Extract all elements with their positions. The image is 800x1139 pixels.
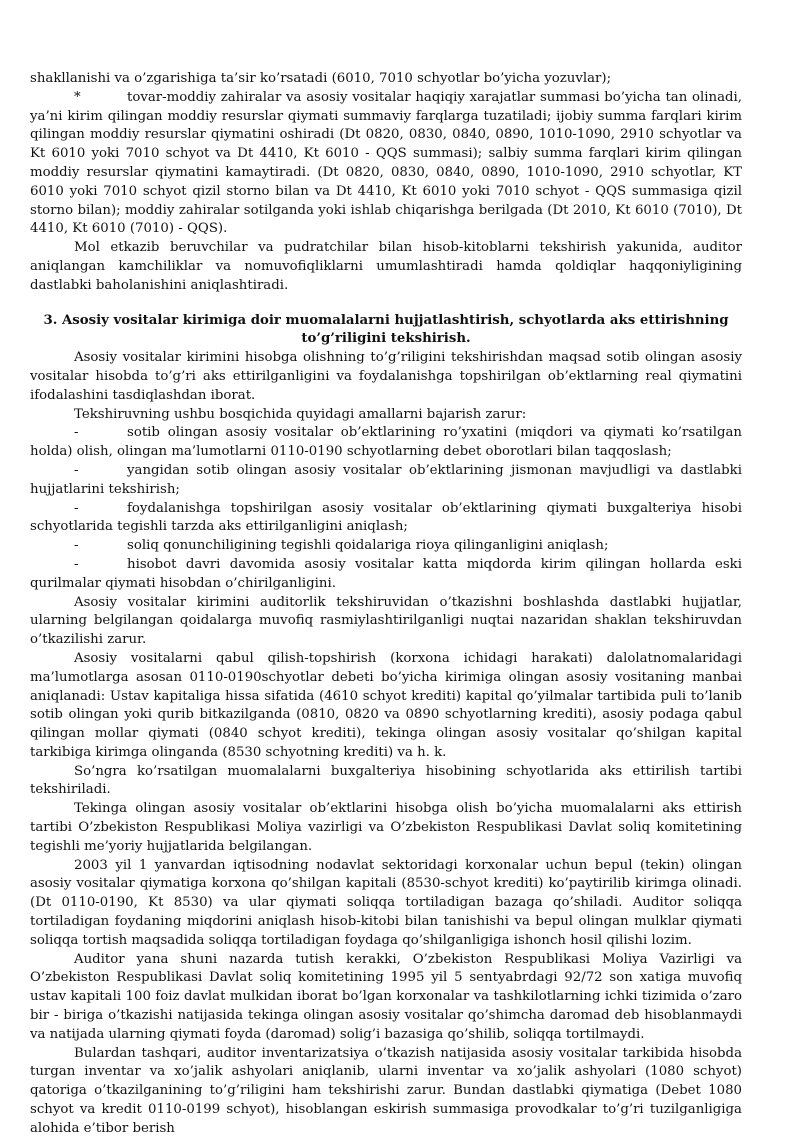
paragraph: Asosiy vositalarni qabul qilish-topshirish (korxona ichidagi harakati) dalolatnomalaridagi ma’lumotlarga asosan 0110-0190schyotlar debeti bo’yicha kirimiga olingan asosiy vositaning manbai aniqlanadi: Ustav kapitaliga hissa sifatida (4610 schyot krediti) kapital qo’yilmalar tartibida puli to’lanib sotib olingan yoki qurib bitkazilganda (0810, 0820 va 0890 schyotlarning krediti), asosiy podaga qabul qilingan mollar qiymati (0840 schyot krediti), tekinga olingan asosiy vositalar qo’shilgan kapital tarkibiga kirimga olinganda (8530 schyotning krediti) va h. k. [30,650,742,760]
section-heading [30,312,742,350]
bullet-text: soliq qonunchiligining tegishli qoidalariga rioya qilinganligini aniqlash; [127,538,609,554]
bullet-item [30,424,742,462]
bullet-mark: - [74,538,79,554]
section-heading-line: to’g’riligini tekshirish. [301,331,471,347]
bullet-text: yangidan sotib olingan asosiy vositalar ob’ektlarining jismonan mavjudligi va dastlabki hujjatlarini tekshirish; [30,462,742,497]
bullet-item [30,462,742,500]
bullet-mark: - [74,425,79,441]
bullet-mark: - [74,462,79,478]
paragraph: Tekinga olingan asosiy vositalar ob’ektlarini hisobga olish bo’yicha muomalalarni aks ettirish tartibi O’zbekiston Respublikasi Moliya vazirligi va O’zbekiston Respublikasi Davlat soliq komitetining tegishli me’yoriy hujjatlarida belgilangan. [30,801,742,854]
bullet-item [30,556,742,594]
section-heading-line: 3. Asosiy vositalar kirimiga doir muomalalarni hujjatlashtirish, schyotlarda aks ettirishning [43,312,729,328]
paragraph: Tekshiruvning ushbu bosqichida quyidagi amallarni bajarish zarur: [74,406,527,422]
bullet-item [30,89,742,239]
bullet-text: sotib olingan asosiy vositalar ob’ektlarining ro’yxatini (miqdori va qiymati ko’rsatilgan holda) olish, olingan ma’lumotlarni 0110-0190 schyotlarning debet oborotlari bilan taqqoslash; [30,425,742,460]
bullet-text: tovar-moddiy zahiralar va asosiy vositalar haqiqiy xarajatlar summasi bo’yicha tan olinadi, ya’ni kirim qilingan moddiy resurslar qiymati summaviy farqlarga tuzatiladi; ijobiy summa farqlari kirim qilingan moddiy resurslar qiymatini oshiradi (Dt 0820, 0830, 0840, 0890, 1010-1090, 2910 schyotlar va Kt 6010 yoki 7010 schyot va Dt 4410, Kt 6010 - QQS summasi); salbiy summa farqlari kirim qilingan moddiy resurslar qiymatini kamaytiradi. (Dt 0820, 0830, 0840, 0890, 1010-1090, 2910 schyotlar, KT 6010 yoki 7010 schyot qizil storno bilan va Dt 4410, Kt 6010 yoki 7010 schyot - QQS summasiga qizil storno bilan); moddiy zahiralar sotilganda yoki ishlab chiqarishga berilgada (Dt 2010, Kt 6010 (7010), Dt 4410, Kt 6010 (7010) - QQS). [30,89,742,237]
bullet-mark: - [74,500,79,516]
paragraph: So’ngra ko’rsatilgan muomalalarni buxgalteriya hisobining schyotlarida aks ettirilish tartibi tekshiriladi. [30,763,742,798]
paragraph: Bulardan tashqari, auditor inventarizatsiya o’tkazish natijasida asosiy vositalar tarkibida hisobda turgan inventar va xo’jalik ashyolari aniqlanib, ularni inventar va xo’jalik ashyolari (1080 schyot) qatoriga o’tkazilganining to’g’riligini ham tekshirishi zarur. Bundan dastlabki qiymatiga (Debet 1080 schyot va kredit 0110-0199 schyot), hisoblangan eskirish summasiga provodkalar to’g’ri tuzilganligiga alohida e’tibor berish [30,1045,742,1136]
paragraph: Asosiy vositalar kirimini auditorlik tekshiruvidan o’tkazishni boshlashda dastlabki hujjatlar, ularning belgilangan qoidalarga muvofiq rasmiylashtirilganligi nuqtai nazaridan shaklan tekshiruvdan o’tkazilishi zarur. [30,594,742,648]
bullet-mark: - [74,556,79,572]
paragraph: Asosiy vositalar kirimini hisobga olishning to’g’riligini tekshirishdan maqsad sotib olingan asosiy vositalar hisobda to’g’ri aks ettirilganligini va foydalanishga topshirilgan ob’ektlarning real qiymatini ifodalashini tasdiqlashdan iborat. [30,350,742,403]
bullet-item [30,537,742,556]
bullet-item [30,500,742,538]
paragraph: Mol etkazib beruvchilar va pudratchilar bilan hisob-kitoblarni tekshirish yakunida, auditor aniqlangan kamchiliklar va nomuvofiqliklarni umumlashtiradi hamda qoldiqlar haqqoniyligining dastlabki baholanishini aniqlashtiradi. [30,240,742,293]
paragraph: Auditor yana shuni nazarda tutish kerakki, O’zbekiston Respublikasi Moliya Vazirligi va O’zbekiston Respublikasi Davlat soliq komitetining 1995 yil 5 sentyabrdagi 92/72 son xatiga muvofiq ustav kapitali 100 foiz davlat mulkidan iborat bo’lgan korxonalar va tashkilotlarning ichki tizimida o’zaro bir - biriga o’tkazishi natijasida tekinga olingan asosiy vositalar qo’shimcha daromad deb hisoblanmaydi va natijada ularning qiymati foyda (daromad) solig’i bazasiga qo’shilib, soliqqa tortilmaydi. [30,951,742,1042]
bullet-text: hisobot davri davomida asosiy vositalar katta miqdorda kirim qilingan hollarda eski qurilmalar qiymati hisobdan o’chirilganligini. [30,556,742,591]
paragraph: 2003 yil 1 yanvardan iqtisodning nodavlat sektoridagi korxonalar uchun bepul (tekin) olingan asosiy vositalar qiymatiga korxona qo’shilgan kapitali (8530-schyot krediti) ko’paytirilib kirimga olinadi. (Dt 0110-0190, Kt 8530) va ular qiymati soliqqa tortiladigan bazaga qo’shiladi. Auditor soliqqa tortiladigan foydaning miqdorini aniqlash hisob-kitobi bilan tanishishi va bepul olingan mulklar qiymati soliqqa tortish maqsadida soliqqa tortiladigan foydaga qo’shilganligiga ishonch hosil qilishi lozim. [30,857,742,948]
bullet-text: foydalanishga topshirilgan asosiy vositalar ob’ektlarining qiymati buxgalteriya hisobi schyotlarida tegishli tarzda aks ettirilganligini aniqlash; [30,500,742,535]
bullet-mark: * [74,89,81,105]
paragraph: shakllanishi va o’zgarishiga ta’sir ko’rsatadi (6010, 7010 schyotlar bo’yicha yozuvlar); [30,71,612,86]
